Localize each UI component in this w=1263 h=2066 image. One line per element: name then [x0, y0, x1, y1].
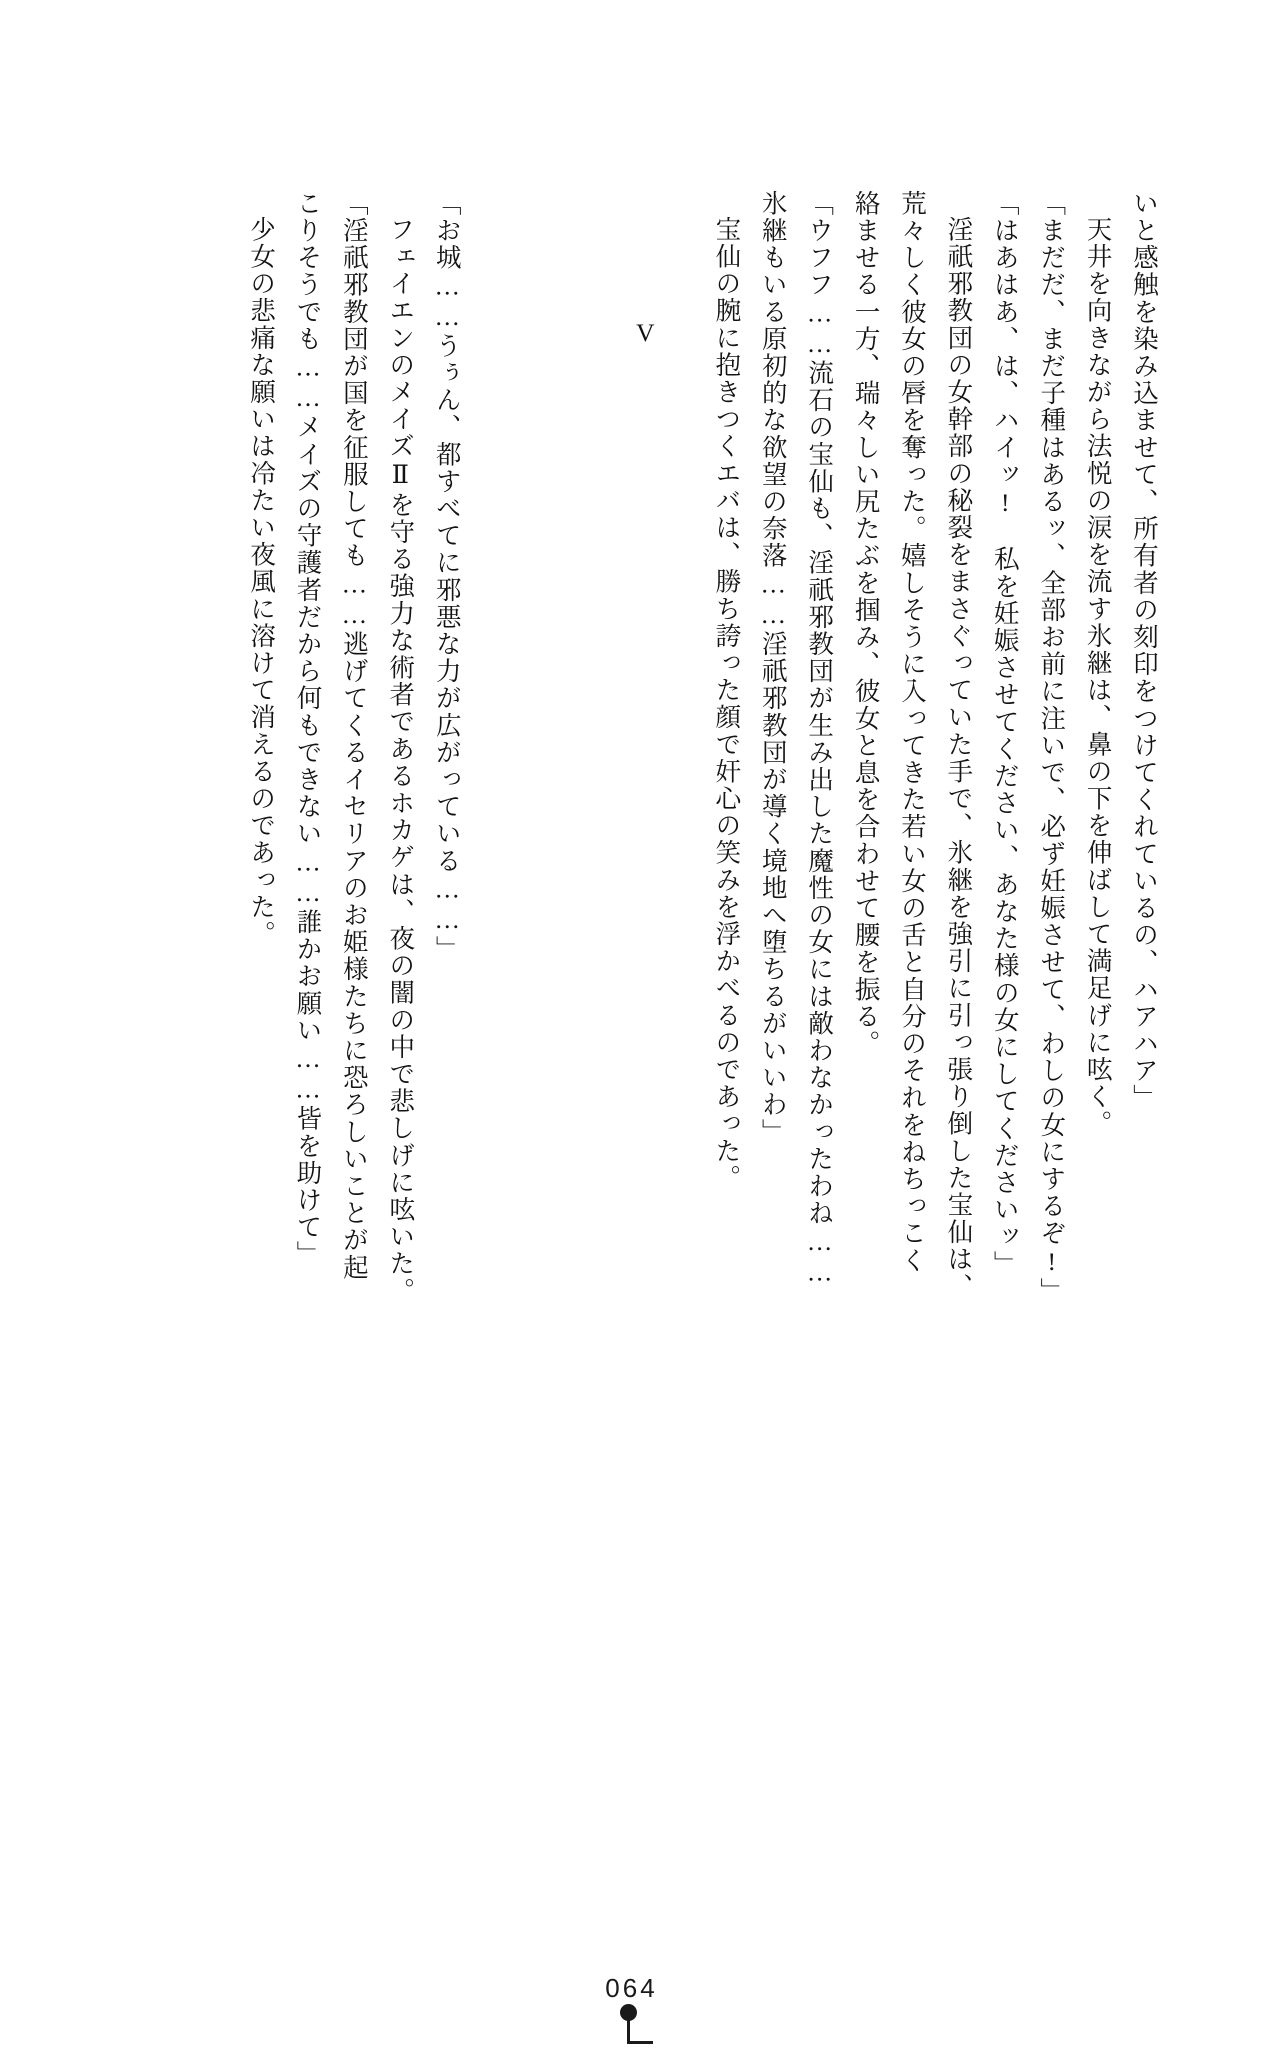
page-body-text	[167, 190, 1167, 1420]
body-paragraph: 宝仙の腕に抱きつくエバは、勝ち誇った顔で奸心の笑みを浮かべるのであった。	[712, 216, 742, 1192]
body-paragraph: 少女の悲痛な願いは冷たい夜風に溶けて消えるのであった。	[247, 216, 277, 948]
body-paragraph: 「お城……うぅん、都すべてに邪悪な力が広がっている……」	[432, 190, 462, 963]
body-paragraph: 天井を向きながら法悦の涙を流す氷継は、鼻の下を伸ばして満足げに呟く。	[1083, 216, 1113, 1138]
body-paragraph: 「淫祇邪教団が国を征服しても……逃げてくるイセリアのお姫様たちに恐ろしいことが起	[339, 190, 369, 1281]
body-paragraph: 荒々しく彼女の唇を奪った。嬉しそうに入ってきた若い女の舌と自分のそれをねちっこく	[897, 190, 927, 1274]
leaf-ornament-icon	[609, 2004, 655, 2044]
page-number: 064	[605, 1973, 658, 2003]
body-paragraph: 淫祇邪教団の女幹部の秘裂をまさぐっていた手で、氷継を強引に引っ張り倒した宝仙は、	[944, 216, 974, 1300]
body-paragraph: 絡ませる一方、瑞々しい尻たぶを掴み、彼女と息を合わせて腰を振る。	[851, 190, 881, 1058]
section-marker	[516, 190, 656, 1420]
body-paragraph	[470, 190, 516, 1420]
body-paragraph: 「ウフフ……流石の宝仙も、淫祇邪教団が生み出した魔性の女には敵わなかったわね……	[805, 190, 835, 1288]
section-number: V	[636, 318, 657, 347]
body-paragraph: こりそうでも……メイズの守護者だから何もできない……誰かお願い……皆を助けて」	[293, 190, 323, 1268]
ornament-bar	[627, 2041, 653, 2044]
body-paragraph: 「はあはあ、は、ハイッ! 私を妊娠させてください、あなた様の女にしてくださいッ」	[990, 190, 1020, 1278]
body-paragraph: 「まだだ、まだ子種はあるッ、全部お前に注いで、必ず妊娠させて、わしの女にするぞ!」	[1037, 190, 1067, 1305]
body-paragraph: いと感触を染み込ませて、所有者の刻印をつけてくれているの、ハアハア」	[1130, 190, 1159, 1112]
body-paragraph	[657, 190, 703, 1420]
body-paragraph: フェイエンのメイズⅡを守る強力な術者であるホカゲは、夜の闇の中で悲しげに呟いた。	[386, 216, 416, 1305]
ornament-dot	[620, 2004, 637, 2021]
body-paragraph: 氷継もいる原初的な欲望の奈落……淫祇邪教団が導く境地へ堕ちるがいいわ」	[758, 190, 788, 1146]
